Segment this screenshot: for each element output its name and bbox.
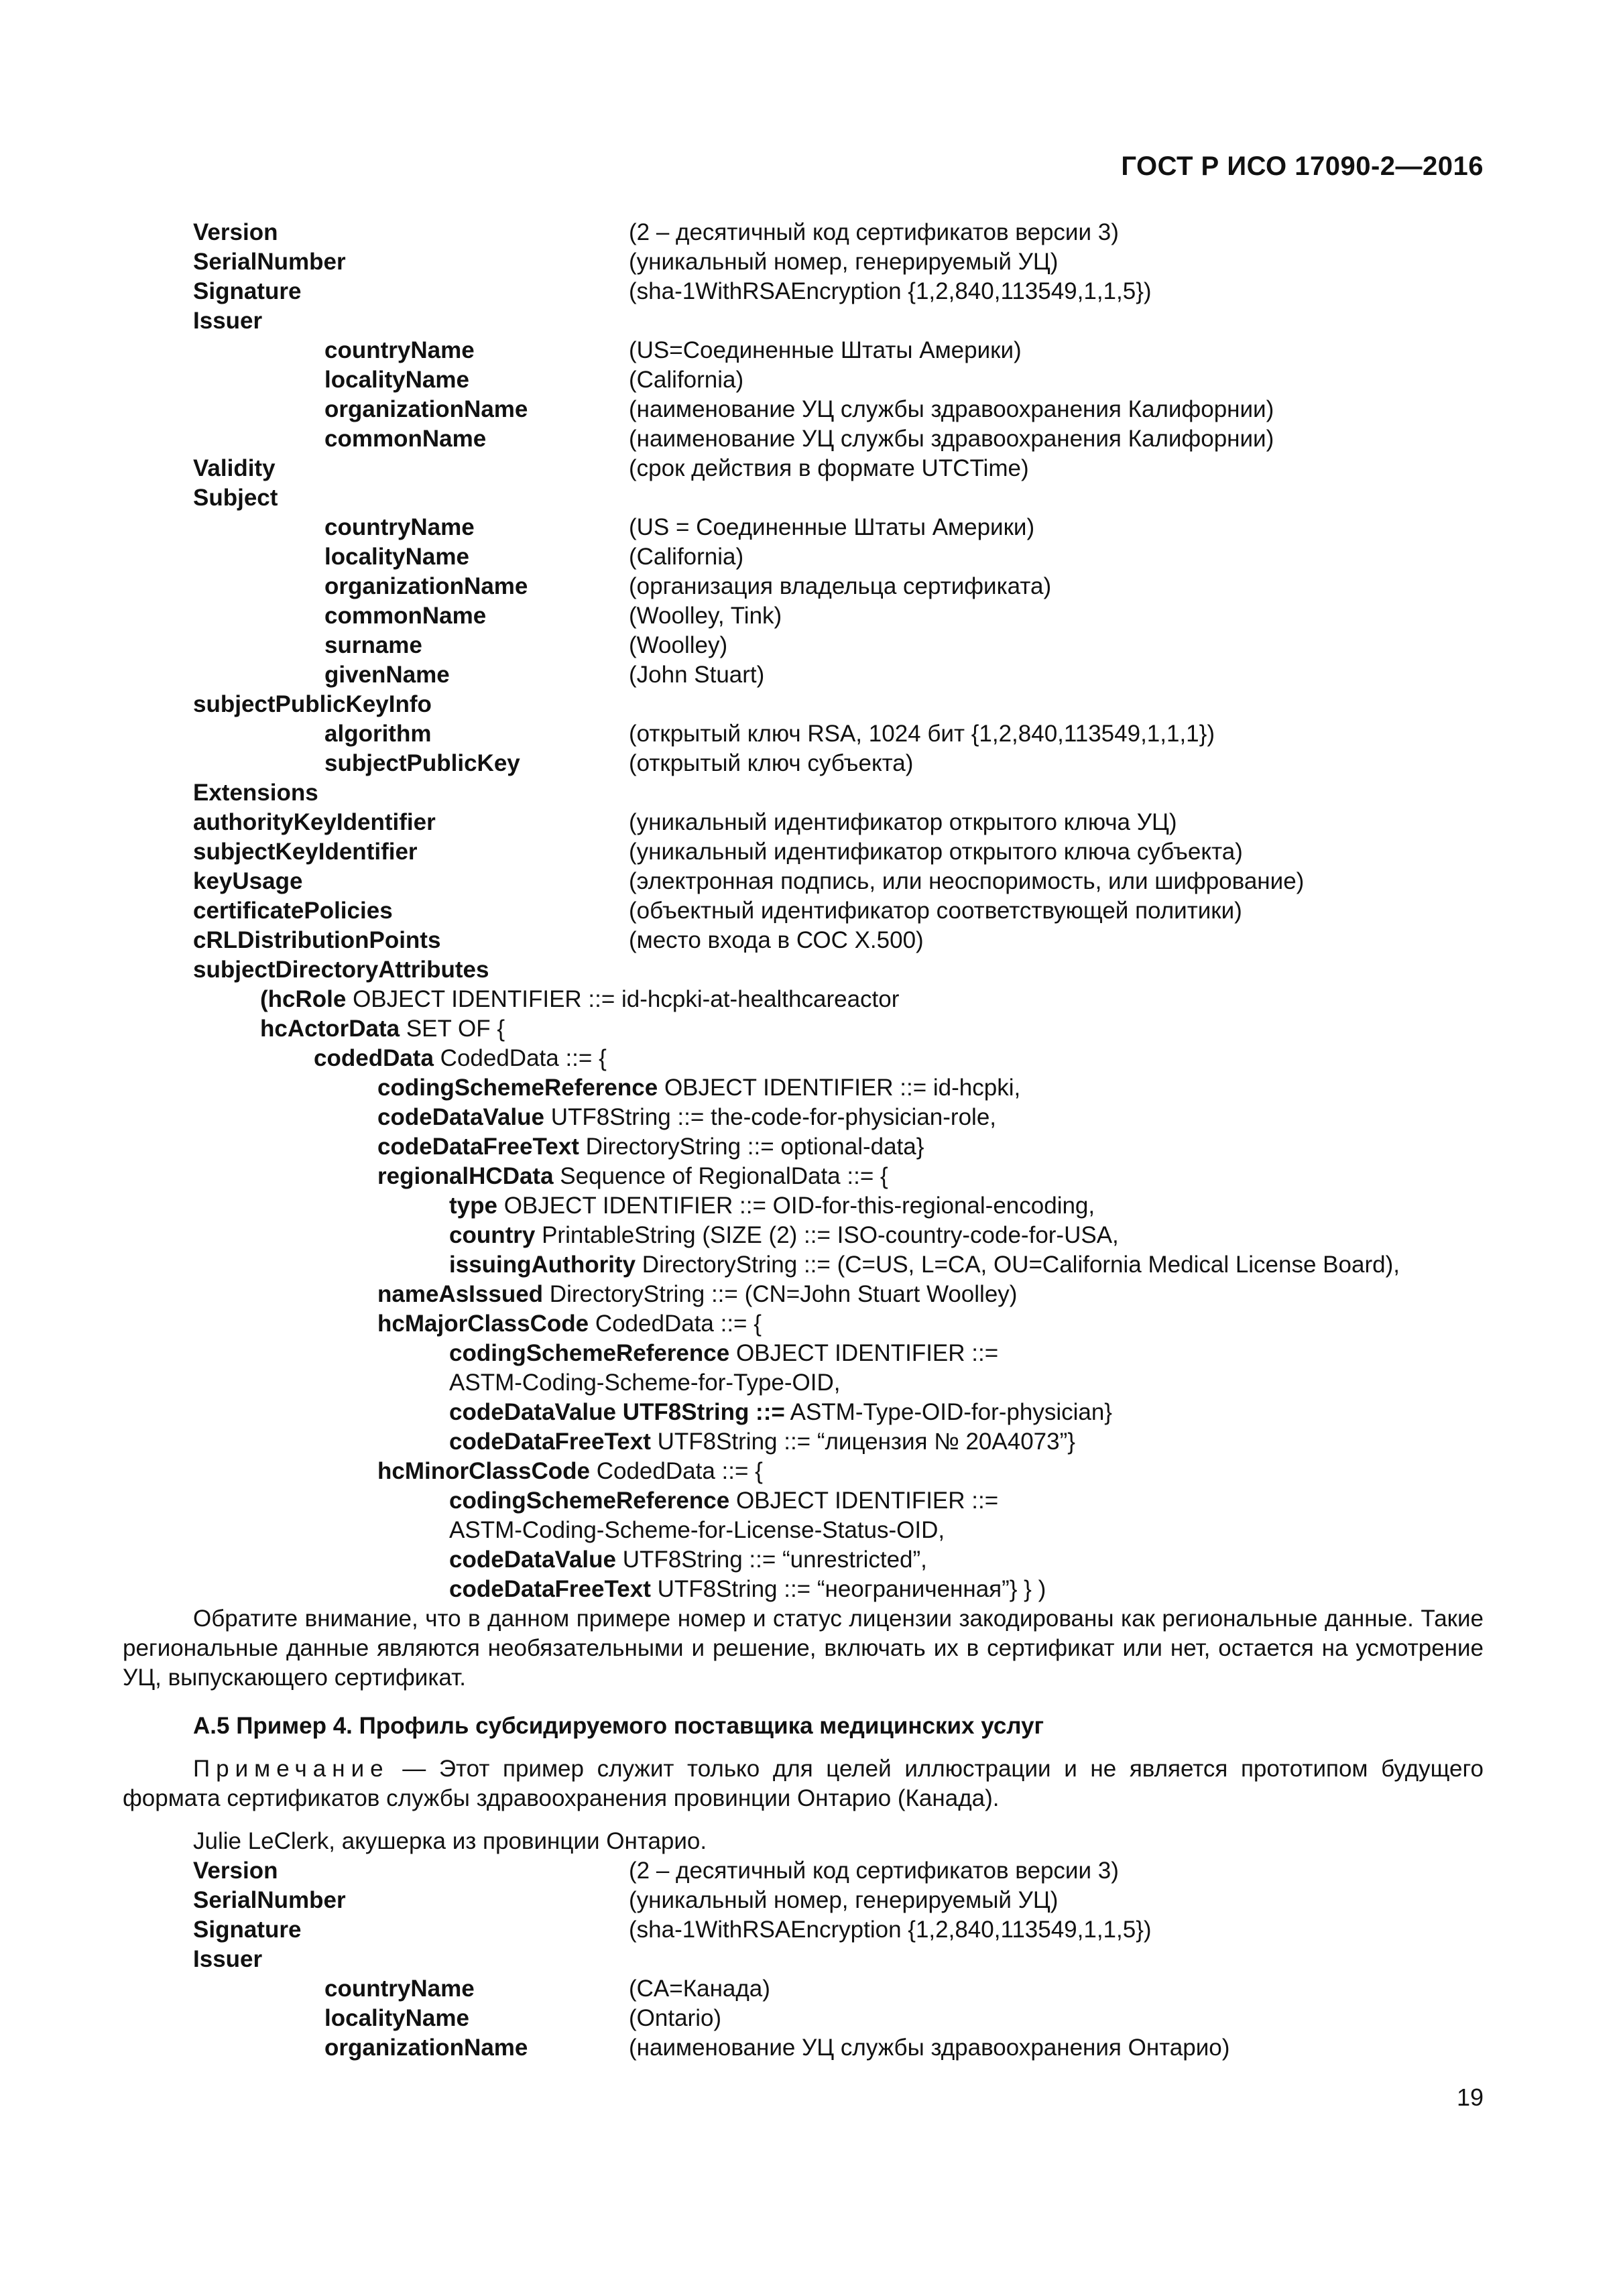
field-key: SerialNumber xyxy=(193,249,346,275)
field-value: (срок действия в формате UTCTime) xyxy=(629,455,1029,481)
field-key: commonName xyxy=(324,603,487,629)
code-line: codeDataFreeText UTF8String ::= “лицензия № 20A4073”} xyxy=(449,1429,1075,1455)
code-line: codeDataValue UTF8String ::= ASTM-Type-OID-for-physician} xyxy=(449,1399,1113,1425)
field-key: keyUsage xyxy=(193,868,303,894)
field-value: (CA=Канада) xyxy=(629,1976,770,2002)
code-line: codingSchemeReference OBJECT IDENTIFIER ::= xyxy=(449,1488,999,1514)
code-line: country PrintableString (SIZE (2) ::= ISO-country-code-for-USA, xyxy=(449,1222,1119,1248)
field-value: (John Stuart) xyxy=(629,662,765,688)
field-value: (US = Соединенные Штаты Америки) xyxy=(629,514,1035,540)
section-heading: A.5 Пример 4. Профиль субсидируемого поставщика медицинских услуг xyxy=(193,1713,1044,1739)
field-value: (электронная подпись, или неоспоримость, или шифрование) xyxy=(629,868,1305,894)
field-key: Signature xyxy=(193,1917,302,1943)
code-line: nameAsIssued DirectoryString ::= (CN=John Stuart Woolley) xyxy=(377,1281,1018,1307)
code-line: codeDataFreeText DirectoryString ::= optional-data} xyxy=(377,1134,924,1160)
field-value: (уникальный номер, генерируемый УЦ) xyxy=(629,249,1059,275)
code-line: hcActorData SET OF { xyxy=(260,1016,505,1042)
code-line: (hcRole OBJECT IDENTIFIER ::= id-hcpki-at-healthcareactor xyxy=(260,986,900,1012)
field-key: localityName xyxy=(324,367,469,393)
code-line: codeDataValue UTF8String ::= “unrestricted”, xyxy=(449,1547,927,1573)
field-key: cRLDistributionPoints xyxy=(193,927,441,953)
field-key: countryName xyxy=(324,337,475,363)
code-line: ASTM-Coding-Scheme-for-License-Status-OID, xyxy=(449,1517,945,1543)
field-key: Version xyxy=(193,1858,278,1884)
code-line: hcMinorClassCode CodedData ::= { xyxy=(377,1458,763,1484)
field-value: (US=Соединенные Штаты Америки) xyxy=(629,337,1022,363)
code-line: type OBJECT IDENTIFIER ::= OID-for-this-regional-encoding, xyxy=(449,1193,1095,1219)
field-value: (открытый ключ RSA, 1024 бит {1,2,840,113549,1,1,1}) xyxy=(629,721,1215,747)
code-line: codedData CodedData ::= { xyxy=(314,1045,607,1071)
document-header: ГОСТ Р ИСО 17090-2—2016 xyxy=(1121,152,1484,181)
field-key: certificatePolicies xyxy=(193,898,393,924)
field-value: (уникальный идентификатор открытого ключа субъекта) xyxy=(629,839,1243,865)
field-value: (объектный идентификатор соответствующей политики) xyxy=(629,898,1242,924)
field-key: organizationName xyxy=(324,396,528,422)
code-line: issuingAuthority DirectoryString ::= (C=US, L=CA, OU=California Medical License Board), xyxy=(449,1252,1400,1278)
field-key: Validity xyxy=(193,455,276,481)
field-key: Version xyxy=(193,219,278,245)
note-label: Примечание xyxy=(193,1756,389,1782)
field-value: (уникальный идентификатор открытого ключа УЦ) xyxy=(629,809,1177,835)
field-key: algorithm xyxy=(324,721,432,747)
field-key: commonName xyxy=(324,426,487,452)
page-number: 19 xyxy=(1456,2083,1484,2111)
code-line: ASTM-Coding-Scheme-for-Type-OID, xyxy=(449,1370,841,1396)
field-key: Subject xyxy=(193,485,278,511)
field-value: (2 – десятичный код сертификатов версии 3) xyxy=(629,219,1119,245)
intro-line: Julie LeClerk, акушерка из провинции Онтарио. xyxy=(193,1828,707,1854)
field-key: SerialNumber xyxy=(193,1887,346,1913)
field-key: surname xyxy=(324,632,422,658)
field-key: localityName xyxy=(324,2005,469,2031)
field-key: subjectPublicKey xyxy=(324,750,520,776)
field-value: (наименование УЦ службы здравоохранения Калифорнии) xyxy=(629,396,1274,422)
field-key: organizationName xyxy=(324,573,528,599)
field-key: subjectKeyIdentifier xyxy=(193,839,418,865)
field-value: (California) xyxy=(629,544,744,570)
field-value: (наименование УЦ службы здравоохранения Калифорнии) xyxy=(629,426,1274,452)
field-value: (sha-1WithRSAEncryption {1,2,840,113549,1,1,5}) xyxy=(629,1917,1152,1943)
field-value: (Ontario) xyxy=(629,2005,722,2031)
field-key: Signature xyxy=(193,278,302,304)
code-line: hcMajorClassCode CodedData ::= { xyxy=(377,1311,762,1337)
code-line: codingSchemeReference OBJECT IDENTIFIER ::= xyxy=(449,1340,999,1366)
code-line: codingSchemeReference OBJECT IDENTIFIER ::= id-hcpki, xyxy=(377,1075,1021,1101)
field-value: (место входа в СОС X.500) xyxy=(629,927,924,953)
code-line: codeDataValue UTF8String ::= the-code-for-physician-role, xyxy=(377,1104,997,1130)
field-value: (California) xyxy=(629,367,744,393)
field-value: (наименование УЦ службы здравоохранения Онтарио) xyxy=(629,2035,1230,2061)
field-key: Issuer xyxy=(193,1946,263,1972)
field-value: (Woolley) xyxy=(629,632,728,658)
body-paragraph: Обратите внимание, что в данном примере номер и статус лицензии закодированы как региональные данные. Такие региональные данные являются необязательными и решение, включать их в сертификат или нет, остается на усмотрение УЦ, выпускающего сертификат. xyxy=(123,1606,1484,1691)
note-paragraph: Примечание — Этот пример служит только для целей иллюстрации и не является прототипом будущего формата сертификатов службы здравоохранения провинции Онтарио (Канада). xyxy=(123,1756,1484,1811)
field-key: subjectDirectoryAttributes xyxy=(193,957,489,983)
field-value: (sha-1WithRSAEncryption {1,2,840,113549,1,1,5}) xyxy=(629,278,1152,304)
field-key: Extensions xyxy=(193,780,318,806)
field-key: countryName xyxy=(324,1976,475,2002)
field-key: subjectPublicKeyInfo xyxy=(193,691,432,717)
field-value: (Woolley, Tink) xyxy=(629,603,782,629)
field-value: (2 – десятичный код сертификатов версии 3) xyxy=(629,1858,1119,1884)
code-line: regionalHCData Sequence of RegionalData ::= { xyxy=(377,1163,888,1189)
field-value: (организация владельца сертификата) xyxy=(629,573,1052,599)
field-key: organizationName xyxy=(324,2035,528,2061)
field-key: Issuer xyxy=(193,308,263,334)
field-key: givenName xyxy=(324,662,450,688)
field-key: localityName xyxy=(324,544,469,570)
field-value: (открытый ключ субъекта) xyxy=(629,750,914,776)
field-key: countryName xyxy=(324,514,475,540)
code-line: codeDataFreeText UTF8String ::= “неограниченная”} } ) xyxy=(449,1576,1046,1602)
field-key: authorityKeyIdentifier xyxy=(193,809,436,835)
field-value: (уникальный номер, генерируемый УЦ) xyxy=(629,1887,1059,1913)
